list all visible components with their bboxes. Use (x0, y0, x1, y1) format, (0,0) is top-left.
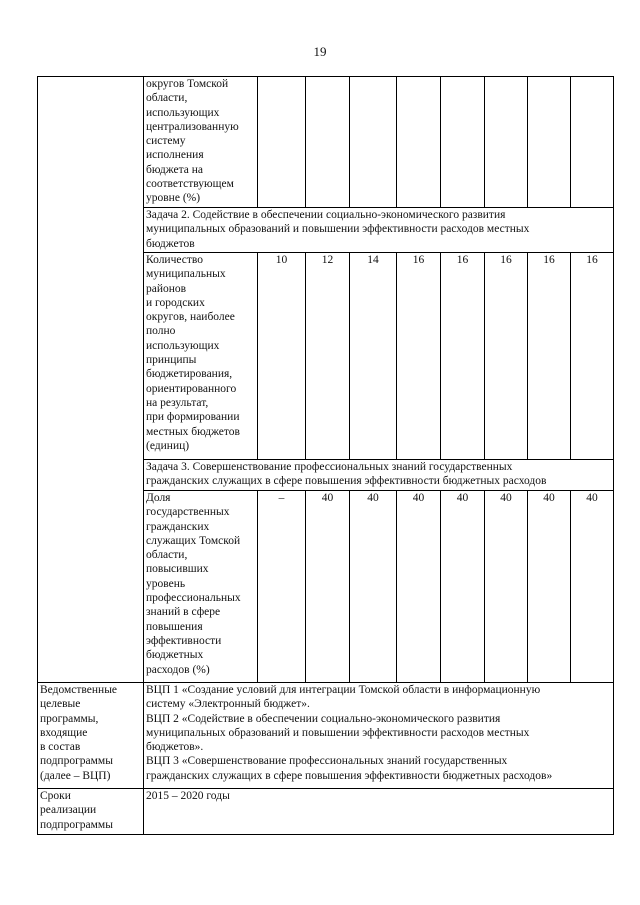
value-cell: 16 (485, 253, 528, 460)
indicator-line: централизованную (146, 120, 239, 133)
vcp-label-cell (38, 683, 144, 789)
left-blank-cell (38, 77, 144, 683)
value-cell: 40 (571, 491, 614, 683)
value-cell: 40 (397, 491, 441, 683)
indicator-line: и городских (146, 296, 205, 309)
value-cell: 12 (306, 253, 350, 460)
indicator-line: на результат, (146, 396, 209, 409)
indicator-line: местных бюджетов (146, 425, 240, 438)
vcp-label-line: Ведомственные (40, 684, 118, 696)
indicator-line: полно (146, 325, 176, 338)
value-cell: 10 (258, 253, 306, 460)
indicator-line: округов, наиболее (146, 311, 235, 324)
indicator-line: области, (146, 549, 188, 562)
value-cell (258, 77, 306, 208)
value-cell: 40 (441, 491, 485, 683)
task-line: Задача 3. Совершенствование профессиональных знаний государственных (146, 461, 513, 473)
vcp-label-line: в состав (40, 741, 81, 754)
indicator-line: ориентированного (146, 382, 237, 395)
task-line: гражданских служащих в сфере повышения эффективности бюджетных расходов (146, 475, 547, 488)
value-cell: 16 (397, 253, 441, 460)
vcp-content-line: бюджетов». (146, 741, 204, 754)
value-cell: 14 (350, 253, 397, 460)
task-2-cell (144, 208, 614, 253)
value-cell: 40 (350, 491, 397, 683)
indicator-line: исполнения (146, 149, 204, 162)
vcp-label-line: целевые (40, 698, 81, 711)
vcp-content-line: ВЦП 1 «Создание условий для интеграции Томской области в информационную (146, 684, 541, 696)
indicator-line: профессиональных (146, 592, 241, 605)
vcp-content-cell (144, 683, 614, 789)
value-cell (571, 77, 614, 208)
indicator-line: муниципальных (146, 268, 226, 281)
indicator-line: бюджетирования, (146, 368, 233, 381)
indicator-name-cell (144, 253, 258, 460)
vcp-content-line: ВЦП 2 «Содействие в обеспечении социально-экономического развития (146, 712, 501, 725)
value-cell (397, 77, 441, 208)
indicator-line: служащих Томской (146, 534, 241, 547)
value-cell: 40 (528, 491, 571, 683)
value-cell (528, 77, 571, 208)
vcp-content-line: гражданских служащих в сфере повышения эффективности бюджетных расходов» (146, 769, 553, 782)
indicator-line: районов (146, 282, 187, 295)
indicator-line: области, (146, 92, 188, 105)
value-cell (350, 77, 397, 208)
indicator-line: гражданских (146, 520, 210, 533)
indicator-line: повышения (146, 620, 203, 633)
terms-label-cell (38, 789, 144, 835)
indicator-line: повысивших (146, 563, 209, 576)
indicator-name-cell (144, 491, 258, 683)
terms-value-cell (144, 789, 614, 835)
vcp-label-line: входящие (40, 726, 88, 739)
value-cell: 16 (528, 253, 571, 460)
indicator-line: соответствующем (146, 178, 234, 191)
indicator-line: округов Томской (146, 78, 229, 90)
task-line: муниципальных образований и повышении эффективности расходов местных (146, 223, 530, 236)
table-row (38, 789, 614, 835)
indicator-line: Количество (146, 254, 203, 266)
value-cell (441, 77, 485, 208)
terms-value: 2015 – 2020 годы (146, 790, 230, 802)
indicator-line: систему (146, 135, 186, 148)
value-cell: 40 (485, 491, 528, 683)
indicator-line: использующих (146, 339, 220, 352)
vcp-content-line: ВЦП 3 «Совершенствование профессиональных знаний государственных (146, 755, 508, 768)
vcp-label-line: программы, (40, 712, 99, 725)
task-line: бюджетов (146, 237, 195, 250)
table-row (38, 77, 614, 208)
indicator-name-cell (144, 77, 258, 208)
indicator-line: знаний в сфере (146, 606, 221, 619)
page-number: 19 (313, 44, 327, 59)
subprogram-passport-table (37, 76, 614, 835)
indicator-line: государственных (146, 506, 230, 519)
value-cell: 40 (306, 491, 350, 683)
vcp-label-line: (далее – ВЦП) (40, 769, 111, 782)
terms-label-line: реализации (40, 804, 97, 817)
task-3-cell (144, 460, 614, 491)
indicator-line: эффективности (146, 634, 222, 647)
value-cell (485, 77, 528, 208)
value-cell: – (258, 491, 306, 683)
indicator-line: Доля (146, 492, 171, 504)
terms-label-line: Сроки (40, 790, 71, 802)
vcp-label-line: подпрограммы (40, 755, 113, 768)
task-line: Задача 2. Содействие в обеспечении социально-экономического развития (146, 209, 506, 221)
indicator-line: уровне (%) (146, 192, 201, 205)
indicator-line: при формировании (146, 411, 240, 424)
value-cell: 16 (571, 253, 614, 460)
indicator-line: бюджетных (146, 649, 204, 662)
indicator-line: принципы (146, 354, 197, 367)
table-row (38, 683, 614, 789)
value-cell: 16 (441, 253, 485, 460)
vcp-content-line: муниципальных образований и повышении эффективности расходов местных (146, 726, 530, 739)
indicator-line: расходов (%) (146, 663, 210, 676)
indicator-line: уровень (146, 577, 186, 590)
vcp-content-line: систему «Электронный бюджет». (146, 698, 310, 711)
indicator-line: бюджета на (146, 163, 204, 176)
indicator-line: (единиц) (146, 439, 190, 452)
indicator-line: использующих (146, 106, 220, 119)
value-cell (306, 77, 350, 208)
terms-label-line: подпрограммы (40, 818, 113, 831)
